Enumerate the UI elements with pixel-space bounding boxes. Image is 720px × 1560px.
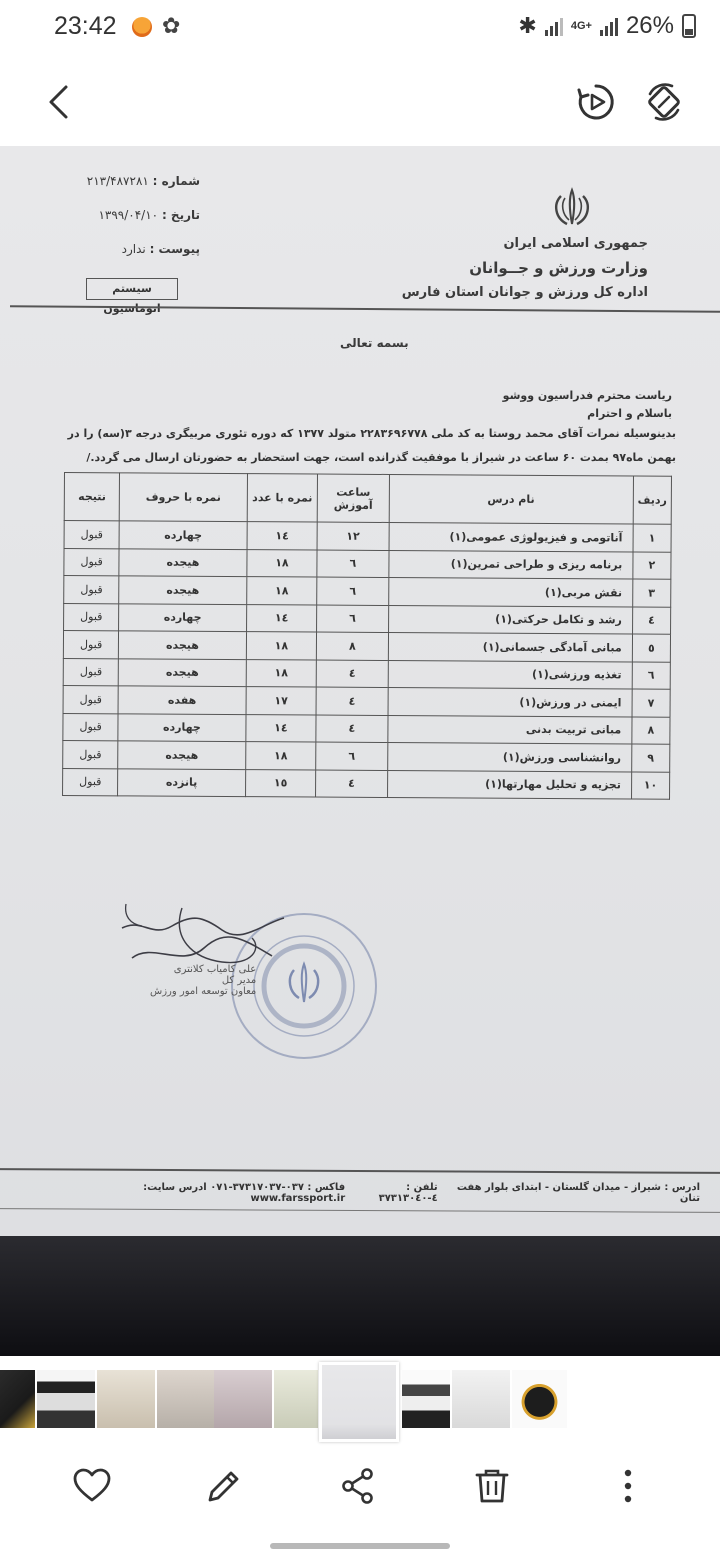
grades-header-row: [64, 473, 671, 525]
cell-score-words: هیجده: [118, 741, 245, 769]
table-row: [63, 713, 670, 744]
footer-divider-top: [0, 1168, 720, 1174]
cell-course-name: رشد و تکامل حرکتی(۱): [388, 605, 632, 634]
cell-course-name: نقش مربی(۱): [388, 577, 632, 606]
cell-score-number: ۱٥: [245, 769, 316, 797]
footer-fax: فاکس : ۰۳۷-۳۷۳۱۷۰۳۷-۰۷۱ ادرس سایت: www.farssport.ir: [143, 1182, 346, 1204]
header-score-words: نمره با حروف: [120, 473, 248, 522]
cell-hours: ٦: [317, 605, 388, 633]
more-options-button[interactable]: [606, 1464, 650, 1508]
cell-course-name: تجزیه و تحلیل مهارتها(۱): [387, 770, 631, 799]
cell-row-no: ۲: [633, 551, 671, 579]
cell-course-name: روانشناسی ورزش(۱): [387, 742, 631, 771]
cell-course-name: آناتومی و فیزیولوژی عمومی(۱): [389, 522, 633, 551]
cell-score-number: ۱٤: [245, 714, 316, 742]
automation-system-box: سیستم اتوماسیون: [86, 278, 178, 300]
table-row: [63, 768, 670, 799]
signature-caption: [150, 964, 256, 997]
meta-attachment-value: ندارد: [121, 242, 146, 256]
cell-course-name: ایمنی در ورزش(۱): [388, 687, 632, 716]
cell-result: قبول: [64, 521, 120, 549]
cell-result: قبول: [63, 631, 119, 659]
cell-score-number: ۱۸: [246, 577, 317, 605]
cell-row-no: ۸: [632, 716, 670, 744]
cell-course-name: تغذیه ورزشی(۱): [388, 660, 632, 689]
ministry-title: وزارت ورزش و جــوانان: [469, 259, 648, 277]
status-bar: [0, 0, 720, 56]
thumbnail-strip[interactable]: [0, 1358, 720, 1444]
thumbnail-6[interactable]: [274, 1370, 318, 1428]
table-row: [64, 521, 671, 552]
cell-score-words: پانزده: [118, 768, 245, 796]
status-time: 23:42: [54, 12, 117, 40]
letter-greeting: باسلام و احترام: [587, 407, 672, 420]
cell-score-number: ۱۸: [246, 549, 317, 577]
table-row: [63, 658, 670, 689]
cell-score-words: هیجده: [119, 658, 246, 686]
status-right-cluster: [518, 12, 696, 40]
play-video-icon: [574, 80, 618, 124]
cell-row-no: ٤: [632, 606, 670, 634]
thumbnail-5[interactable]: [214, 1370, 272, 1428]
thumbnail-9[interactable]: [452, 1370, 510, 1428]
header-course-name: نام درس: [389, 474, 634, 523]
letter-footer: [50, 1182, 700, 1204]
network-type-label: 4G+: [570, 19, 592, 32]
cell-result: قبول: [64, 603, 120, 631]
photo-viewer[interactable]: [0, 146, 720, 1356]
cell-hours: ٦: [317, 577, 388, 605]
ministry-header: [402, 236, 648, 300]
cell-row-no: ۱۰: [631, 771, 669, 799]
cell-course-name: مبانی آمادگی جسمانی(۱): [388, 632, 632, 661]
cell-result: قبول: [63, 658, 119, 686]
document-paper: [0, 146, 720, 1236]
cell-hours: ٤: [316, 715, 387, 743]
auto-rotate-button[interactable]: [642, 80, 686, 124]
cell-result: قبول: [64, 576, 120, 604]
footer-address: ادرس : شیراز - میدان گلستان - ابتدای بلوار هفت تنان: [456, 1182, 700, 1204]
meta-date-value: ۱۳۹۹/۰۴/۱۰: [98, 208, 159, 222]
cell-score-number: ۱٤: [247, 522, 318, 550]
cell-score-number: ۱۷: [246, 687, 317, 715]
cell-hours: ۸: [317, 632, 388, 660]
meta-attachment-row: [60, 232, 200, 266]
table-row: [64, 603, 671, 634]
delete-button[interactable]: [470, 1464, 514, 1508]
cell-row-no: ۱: [633, 524, 671, 552]
battery-icon: [682, 14, 696, 38]
grades-table: [62, 472, 672, 800]
edit-pencil-icon: [202, 1464, 246, 1508]
cell-score-number: ۱٤: [246, 604, 317, 632]
table-row: [64, 548, 671, 579]
notification-app-icon: [132, 17, 152, 37]
meta-date-label: تاریخ :: [161, 208, 200, 222]
bottom-action-bar: [0, 1446, 720, 1526]
republic-title: جمهوری اسلامی ایران: [503, 236, 648, 251]
cell-hours: ٦: [317, 550, 388, 578]
photo-background-dark: [0, 1236, 720, 1356]
cell-score-number: ۱۸: [246, 632, 317, 660]
navigation-handle[interactable]: [270, 1543, 450, 1549]
thumbnail-8[interactable]: [402, 1370, 450, 1428]
meta-attachment-label: پیوست :: [149, 242, 200, 256]
cell-row-no: ۳: [632, 579, 670, 607]
table-row: [63, 685, 670, 716]
cell-hours: ٦: [316, 742, 387, 770]
back-arrow-icon: [46, 84, 70, 120]
signature-name: علی کامیاب کلانتری: [173, 964, 257, 975]
notification-flower-icon: ✿: [162, 14, 181, 39]
cell-score-words: هفده: [118, 686, 245, 714]
footer-divider-bottom: [0, 1208, 720, 1213]
meta-date-row: [60, 198, 200, 232]
share-icon: [336, 1464, 380, 1508]
thumbnail-3[interactable]: [97, 1370, 155, 1428]
favorite-heart-icon: [70, 1464, 114, 1508]
header-row-no: ردیف: [633, 476, 672, 524]
cell-score-words: هیجده: [119, 631, 246, 659]
cell-result: قبول: [64, 548, 120, 576]
delete-trash-icon: [470, 1464, 514, 1508]
thumbnail-10[interactable]: [512, 1370, 567, 1428]
office-title: اداره کل ورزش و جوانان استان فارس: [401, 285, 648, 300]
cell-result: قبول: [63, 685, 119, 713]
cell-row-no: ۷: [632, 689, 670, 717]
letter-body-line-2: بهمن ماه۹۷ بمدت ۶۰ ساعت در شیراز با موفقیت گذرانده است، جهت استحضار به حضورتان ارسال می گردد./: [86, 451, 676, 464]
cell-score-words: هیجده: [119, 576, 246, 604]
cell-hours: ۱۲: [317, 522, 388, 550]
table-row: [63, 740, 670, 771]
cell-course-name: مبانی تربیت بدنی: [387, 715, 631, 744]
cell-result: قبول: [63, 713, 119, 741]
cell-score-words: هیجده: [119, 548, 246, 576]
table-row: [63, 631, 670, 662]
cell-hours: ٤: [317, 660, 388, 688]
thumbnail-1[interactable]: [0, 1370, 35, 1428]
letter-body-line-1: بدینوسیله نمرات آقای محمد روستا به کد ملی ۲۲۸۳۶۹۶۷۷۸ متولد ۱۳۷۷ که دوره تئوری مربیگری درجه ۳(سه) را در: [67, 427, 676, 440]
battery-percent: 26%: [625, 12, 674, 39]
cell-score-words: چهارده: [119, 603, 246, 631]
thumbnail-selected[interactable]: [319, 1362, 399, 1442]
header-score-number: نمره با عدد: [247, 474, 318, 522]
table-row: [64, 576, 671, 607]
cell-result: قبول: [63, 740, 119, 768]
thumbnail-2[interactable]: [37, 1370, 95, 1428]
cell-row-no: ٥: [632, 634, 670, 662]
letter-meta: [60, 164, 200, 266]
cell-hours: ٤: [316, 687, 387, 715]
meta-number-row: [60, 164, 200, 198]
cell-row-no: ۹: [631, 744, 669, 772]
meta-number-label: شماره :: [152, 174, 200, 188]
cell-score-words: چهارده: [118, 713, 245, 741]
cell-score-number: ۱۸: [246, 659, 317, 687]
cell-hours: ٤: [316, 770, 387, 798]
rotate-auto-icon: [642, 80, 686, 124]
signal-bars-icon-2: [600, 16, 618, 36]
favorite-button[interactable]: [70, 1464, 114, 1508]
share-button[interactable]: [336, 1464, 380, 1508]
signal-bars-icon: [545, 16, 563, 36]
cell-score-number: ۱۸: [245, 742, 316, 770]
cell-result: قبول: [63, 768, 119, 796]
back-button[interactable]: [34, 78, 82, 126]
cell-course-name: برنامه ریزی و طراحی تمرین(۱): [388, 550, 632, 579]
letter-recipient: ریاست محترم فدراسیون ووشو: [502, 389, 672, 402]
header-result: نتیجه: [64, 473, 120, 521]
iran-emblem-icon: [547, 186, 597, 230]
signature-role: معاون توسعه امور ورزش: [150, 986, 257, 997]
more-options-icon: [606, 1464, 650, 1508]
signature-title: مدیر کل: [221, 975, 257, 986]
edit-button[interactable]: [202, 1464, 246, 1508]
play-video-button[interactable]: [574, 80, 618, 124]
bluetooth-icon: ✱: [518, 13, 537, 38]
top-app-bar: [0, 56, 720, 146]
basmala-heading: بسمه تعالی: [340, 336, 409, 350]
header-hours: ساعت آموزش: [318, 474, 389, 522]
meta-number-value: ۲۱۳/۴۸۷۲۸۱: [86, 174, 149, 188]
thumbnail-4[interactable]: [157, 1370, 215, 1428]
footer-phone: تلفن : ٤-۳۷۳۱۳۰٤۰: [378, 1182, 438, 1204]
cell-score-words: چهارده: [119, 521, 246, 549]
cell-row-no: ٦: [632, 661, 670, 689]
